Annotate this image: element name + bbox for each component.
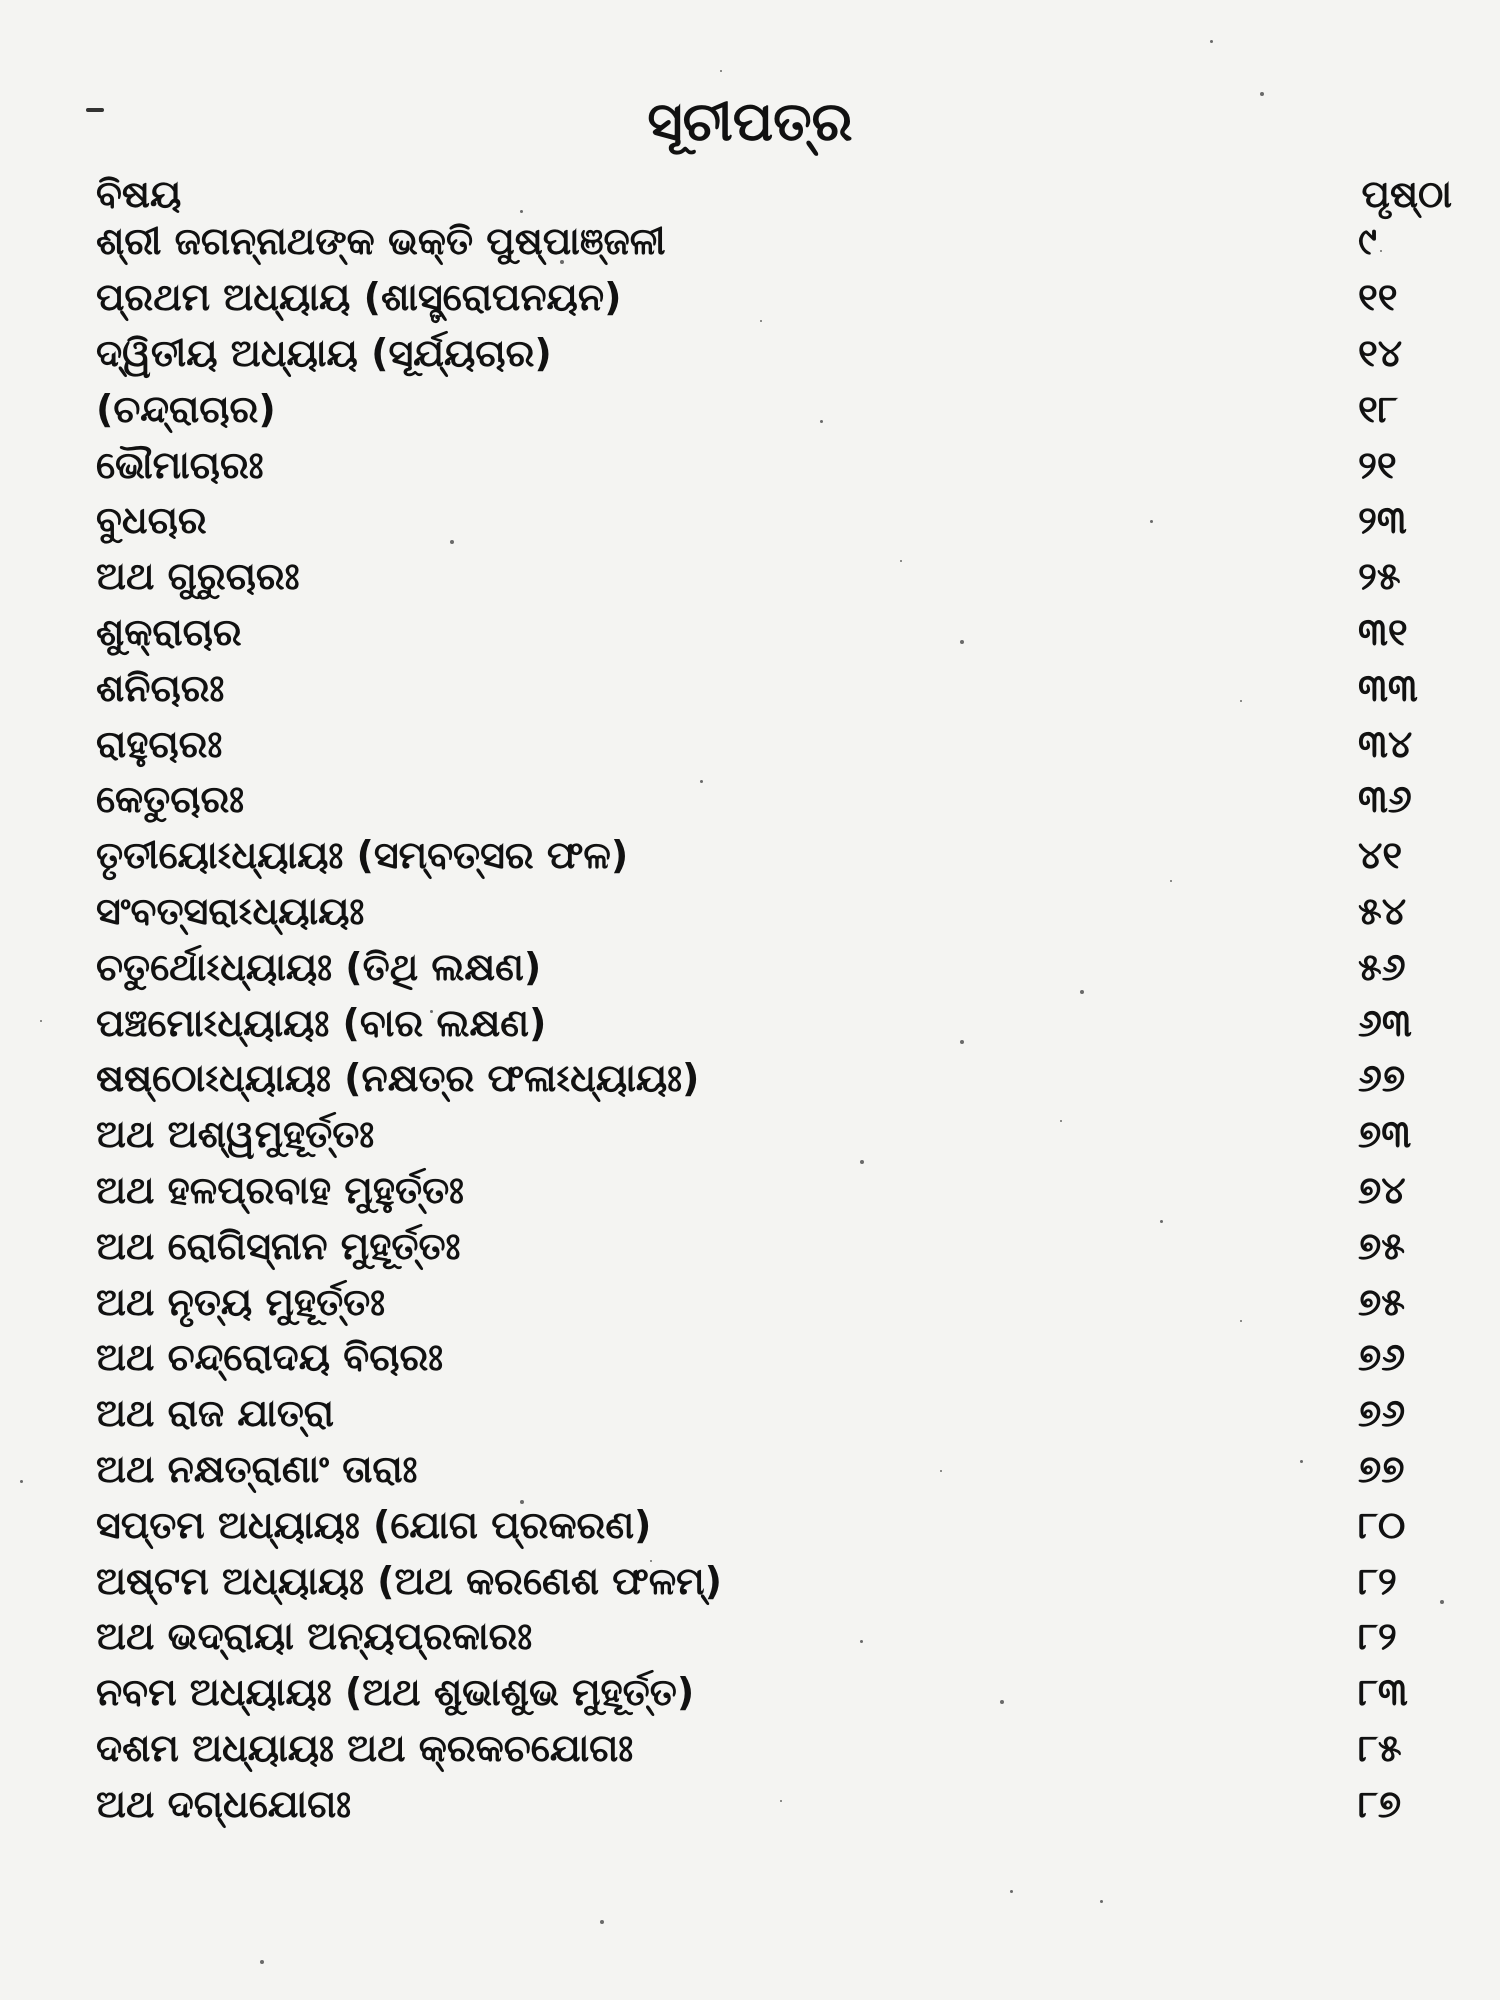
page-title: ସୂଚୀପତ୍ର: [647, 90, 853, 153]
toc-entry: [96, 1218, 1452, 1274]
toc-entry: [96, 214, 1452, 270]
toc-entry-page-number: ୨୧: [1358, 442, 1397, 487]
toc-entry: [96, 884, 1452, 940]
toc-entry: [96, 437, 1452, 493]
toc-entry-page-number: ୨୫: [1358, 554, 1401, 599]
toc-entry-title: ଷଷ୍ଠୋଽଧ୍ୟାୟଃ (ନକ୍ଷତ୍ର ଫଳାଽଧ୍ୟାୟଃ): [96, 1056, 700, 1101]
paper-speck: [20, 1480, 23, 1483]
toc-entry-title: ଅଥ ରାଜ ଯାତ୍ରା: [96, 1391, 335, 1436]
paper-speck: [1100, 1900, 1103, 1903]
toc-entry: [96, 1609, 1452, 1665]
toc-entry-title: ଦଶମ ଅଧ୍ୟାୟଃ ଅଥ କ୍ରକଚଯୋଗଃ: [96, 1725, 634, 1770]
toc-entry: [96, 995, 1452, 1051]
toc-entry-page-number: ୧୮: [1358, 386, 1398, 431]
toc-entry-page-number: ୯: [1358, 219, 1377, 264]
toc-entry: [96, 1665, 1452, 1721]
paper-speck: [520, 210, 523, 213]
toc-entry: [96, 772, 1452, 828]
toc-entry-title: ପଞ୍ଚମୋଽଧ୍ୟାୟଃ (ବାର ଲକ୍ଷଣ): [96, 1000, 547, 1045]
toc-entry-page-number: ୪୧: [1358, 833, 1403, 878]
toc-entry-page-number: ୨୩: [1358, 498, 1407, 543]
toc-entry-title: ଦ୍ୱିତୀୟ ଅଧ୍ୟାୟ (ସୂର୍ଯ୍ୟଚାର): [96, 330, 552, 375]
toc-entry-page-number: ୧୧: [1358, 275, 1398, 320]
toc-entry-title: ଚତୁର୍ଥୋଽଧ୍ୟାୟଃ (ତିଥି ଲକ୍ଷଣ): [96, 944, 542, 989]
toc-entry: [96, 1721, 1452, 1777]
toc-entry-title: ସପ୍ତମ ଅଧ୍ୟାୟଃ (ଯୋଗ ପ୍ରକରଣ): [96, 1502, 652, 1547]
toc-entry-page-number: ୩୪: [1358, 721, 1413, 766]
toc-entry: [96, 660, 1452, 716]
toc-entry: [96, 605, 1452, 661]
toc-entry: [96, 828, 1452, 884]
paper-speck: [1210, 40, 1213, 43]
toc-entry: [96, 1330, 1452, 1386]
toc-entry-title: ଅଷ୍ଟମ ଅଧ୍ୟାୟଃ (ଅଥ କରଣେଶ ଫଳମ୍): [96, 1558, 722, 1603]
toc-entry-title: ଅଥ ନକ୍ଷତ୍ରାଣାଂ ତାରାଃ: [96, 1446, 418, 1491]
toc-entry: [96, 549, 1452, 605]
toc-entry-title: ରାହୁଚାରଃ: [96, 721, 223, 766]
toc-entry-title: ତୃତୀୟୋଽଧ୍ୟାୟଃ (ସମ୍ବତ୍ସର ଫଳ): [96, 833, 629, 878]
toc-entry-title: ସଂବତ୍ସରାଽଧ୍ୟାୟଃ: [96, 888, 365, 933]
page-column-header: ପୃଷ୍ଠା: [1361, 172, 1452, 216]
toc-entry-title: ନବମ ଅଧ୍ୟାୟଃ (ଅଥ ଶୁଭାଶୁଭ ମୁହୂର୍ତ୍ତ): [96, 1670, 695, 1715]
toc-entry-page-number: ୭୫: [1358, 1279, 1405, 1324]
toc-entry-title: ଅଥ ଚନ୍ଦ୍ରୋଦୟ ବିଚାରଃ: [96, 1335, 444, 1380]
paper-speck: [600, 1920, 604, 1924]
toc-entry: [96, 326, 1452, 382]
toc-entry-page-number: ୭୭: [1358, 1446, 1405, 1491]
subject-column-header: ବିଷୟ: [96, 172, 182, 216]
toc-entry-title: ବୁଧଚାର: [96, 498, 207, 543]
toc-entry-page-number: ୭୩: [1358, 1112, 1412, 1157]
toc-entry-page-number: ୫୬: [1358, 944, 1406, 989]
paper-speck: [260, 1960, 264, 1964]
toc-entry-page-number: ୮୭: [1358, 1781, 1402, 1826]
toc-entry-page-number: ୮୩: [1358, 1670, 1408, 1715]
toc-entry-page-number: ୩୧: [1358, 609, 1408, 654]
toc-entry-page-number: ୧୪: [1358, 330, 1403, 375]
paper-speck: [40, 1020, 42, 1022]
paper-speck: [720, 70, 722, 72]
toc-entry: [96, 1776, 1452, 1832]
toc-entry-page-number: ୫୪: [1358, 888, 1407, 933]
toc-entry-page-number: ୩୬: [1358, 777, 1412, 822]
toc-entry-page-number: ୮୨: [1358, 1558, 1397, 1603]
toc-entry-page-number: ୮୨: [1358, 1614, 1397, 1659]
toc-entry: [96, 1553, 1452, 1609]
toc-entry-page-number: ୬୩: [1358, 1000, 1412, 1045]
toc-entry-page-number: ୬୭: [1358, 1056, 1406, 1101]
toc-entry-title: (ଚନ୍ଦ୍ରାଚାର): [96, 386, 276, 431]
toc-entry: [96, 716, 1452, 772]
toc-entry: [96, 1442, 1452, 1498]
toc-entry: [96, 1274, 1452, 1330]
toc-entry-page-number: ୩୩: [1358, 665, 1418, 710]
toc-entry-page-number: ୮୫: [1358, 1725, 1402, 1770]
toc-entry-title: ଅଥ ନୃତ୍ୟ ମୁହୂର୍ତ୍ତଃ: [96, 1279, 386, 1324]
toc-entry-page-number: ୭୬: [1358, 1335, 1406, 1380]
toc-entry: [96, 939, 1452, 995]
toc-entry-title: ଅଥ ଭଦ୍ରାୟା ଅନ୍ୟପ୍ରକାରଃ: [96, 1614, 533, 1659]
toc-entry-page-number: ୮୦: [1358, 1502, 1406, 1547]
toc-entry-title: ଭୌମାଚାରଃ: [96, 442, 264, 487]
toc-entry: [96, 1163, 1452, 1219]
toc-entry-title: ଶୁକ୍ରାଚାର: [96, 609, 242, 654]
toc-entry: [96, 1497, 1452, 1553]
toc-entry: [96, 1386, 1452, 1442]
paper-speck: [1010, 1890, 1013, 1893]
toc-entry-page-number: ୭୫: [1358, 1223, 1405, 1268]
toc-entry-title: ଅଥ ଦଗ୍ଧଯୋଗଃ: [96, 1781, 352, 1826]
toc-entry-page-number: ୭୬: [1358, 1391, 1406, 1436]
toc-entry: [96, 1107, 1452, 1163]
toc-entry: [96, 381, 1452, 437]
toc-entry-title: ଶ୍ରୀ ଜଗନ୍ନାଥଙ୍କ ଭକ୍ତି ପୁଷ୍ପାଞ୍ଜଳୀ: [96, 219, 666, 264]
toc-entry-title: ଅଥ ହଳପ୍ରବାହ ମୁହୁର୍ତ୍ତଃ: [96, 1167, 464, 1212]
toc-entry-title: କେତୁଚାରଃ: [96, 777, 245, 822]
toc-entry: [96, 270, 1452, 326]
table-of-contents: [96, 214, 1452, 1832]
toc-entry-title: ଅଥ ଗୁରୁଚାରଃ: [96, 554, 300, 599]
toc-entry: [96, 493, 1452, 549]
toc-entry: [96, 1051, 1452, 1107]
toc-entry-page-number: ୭୪: [1358, 1167, 1406, 1212]
toc-entry-title: ଶନିଚାରଃ: [96, 665, 225, 710]
toc-entry-title: ଅଥ ରୋଗିସ୍ନାନ ମୁହୂର୍ତ୍ତଃ: [96, 1223, 461, 1268]
toc-entry-title: ପ୍ରଥମ ଅଧ୍ୟାୟ (ଶାସ୍ତ୍ରୋପନୟନ): [96, 275, 622, 320]
toc-entry-title: ଅଥ ଅଶ୍ୱମୁହୂର୍ତ୍ତଃ: [96, 1112, 375, 1157]
